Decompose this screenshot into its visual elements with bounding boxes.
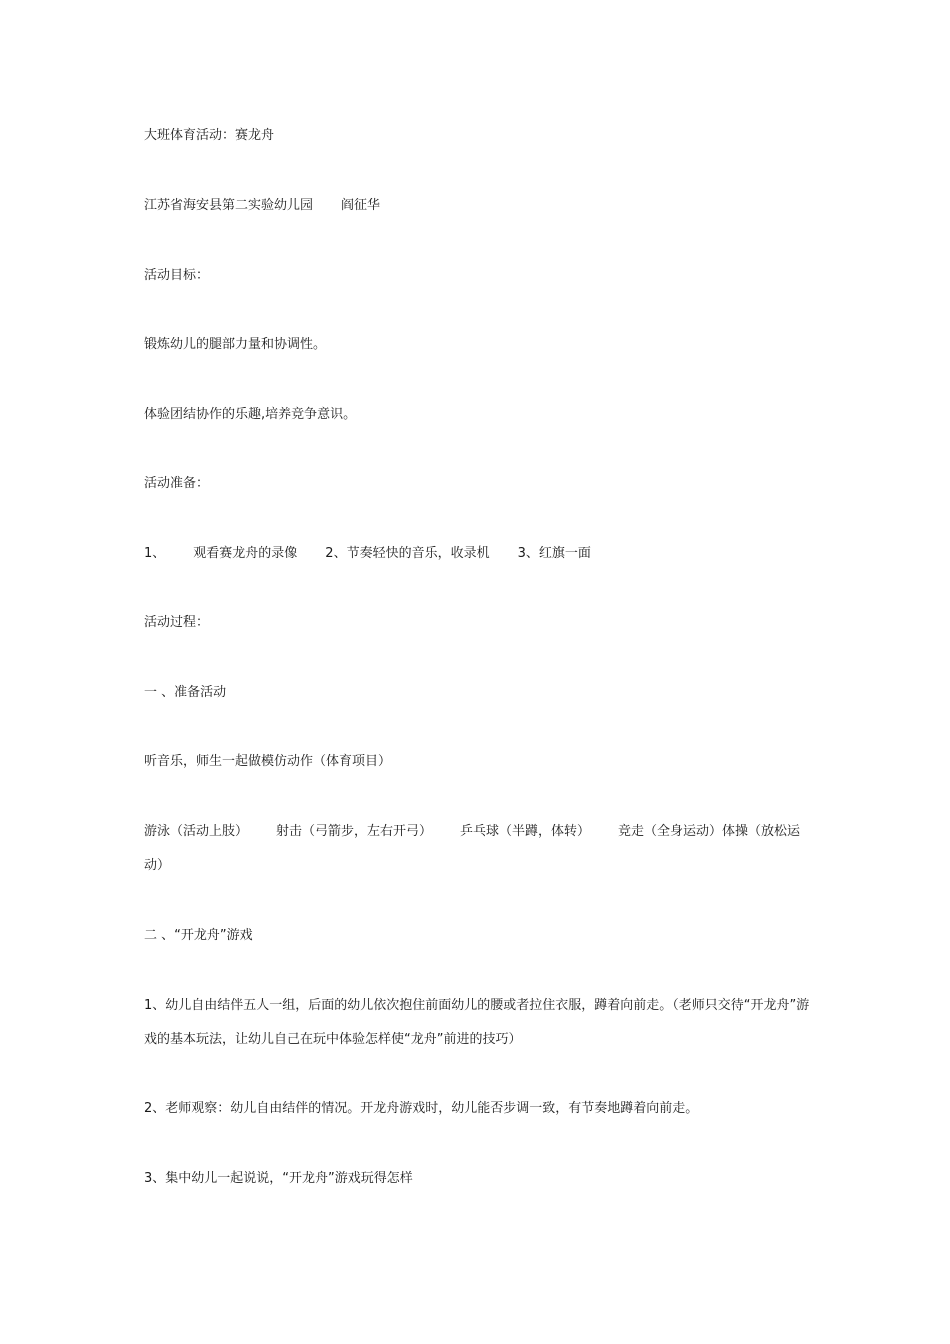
section-1-items [144,815,810,883]
process-heading: 活动过程： [144,615,210,630]
prep-number-1: 1、 [144,546,166,561]
item-walk: 竞走（全身运动）体操（放松运动） [144,824,801,873]
item-pingpong: 乒乓球（半蹲，体转） [460,824,591,839]
author-name: 阎征华 [341,198,381,213]
goals-heading: 活动目标： [144,268,210,283]
item-swim: 游泳（活动上肢） [144,824,249,839]
prep-item-3: 3、红旗一面 [517,546,591,561]
author-line [144,194,380,218]
prep-item-1: 观看赛龙舟的录像 [193,546,298,561]
school-name: 江苏省海安县第二实验幼儿园 [144,198,314,213]
prep-list [144,542,591,566]
item-shoot: 射击（弓箭步，左右开弓） [276,824,433,839]
section-1-heading: 一 、准备活动 [144,685,227,700]
prep-item-2: 2、节奏轻快的音乐，收录机 [325,546,490,561]
doc-title: 大班体育活动：赛龙舟 [144,128,275,143]
section-2-heading: 二 、“开龙舟”游戏 [144,928,253,943]
game-step-3: 3、集中幼儿一起说说，“开龙舟”游戏玩得怎样 [144,1171,413,1186]
section-1-text: 听音乐，师生一起做模仿动作（体育项目） [144,754,392,769]
goal-item-1: 锻炼幼儿的腿部力量和协调性。 [144,337,327,352]
goal-item-2: 体验团结协作的乐趣,培养竞争意识。 [144,407,357,422]
prep-heading: 活动准备： [144,476,210,491]
game-step-1: 1、幼儿自由结伴五人一组，后面的幼儿依次抱住前面幼儿的腰或者拉住衣服，蹲着向前走。（老师只交待“开龙舟”游戏的基本玩法，让幼儿自己在玩中体验怎样使“龙舟”前进的技巧） [144,998,810,1047]
game-step-2: 2、老师观察：幼儿自由结伴的情况。开龙舟游戏时，幼儿能否步调一致，有节奏地蹲着向前走。 [144,1101,699,1116]
